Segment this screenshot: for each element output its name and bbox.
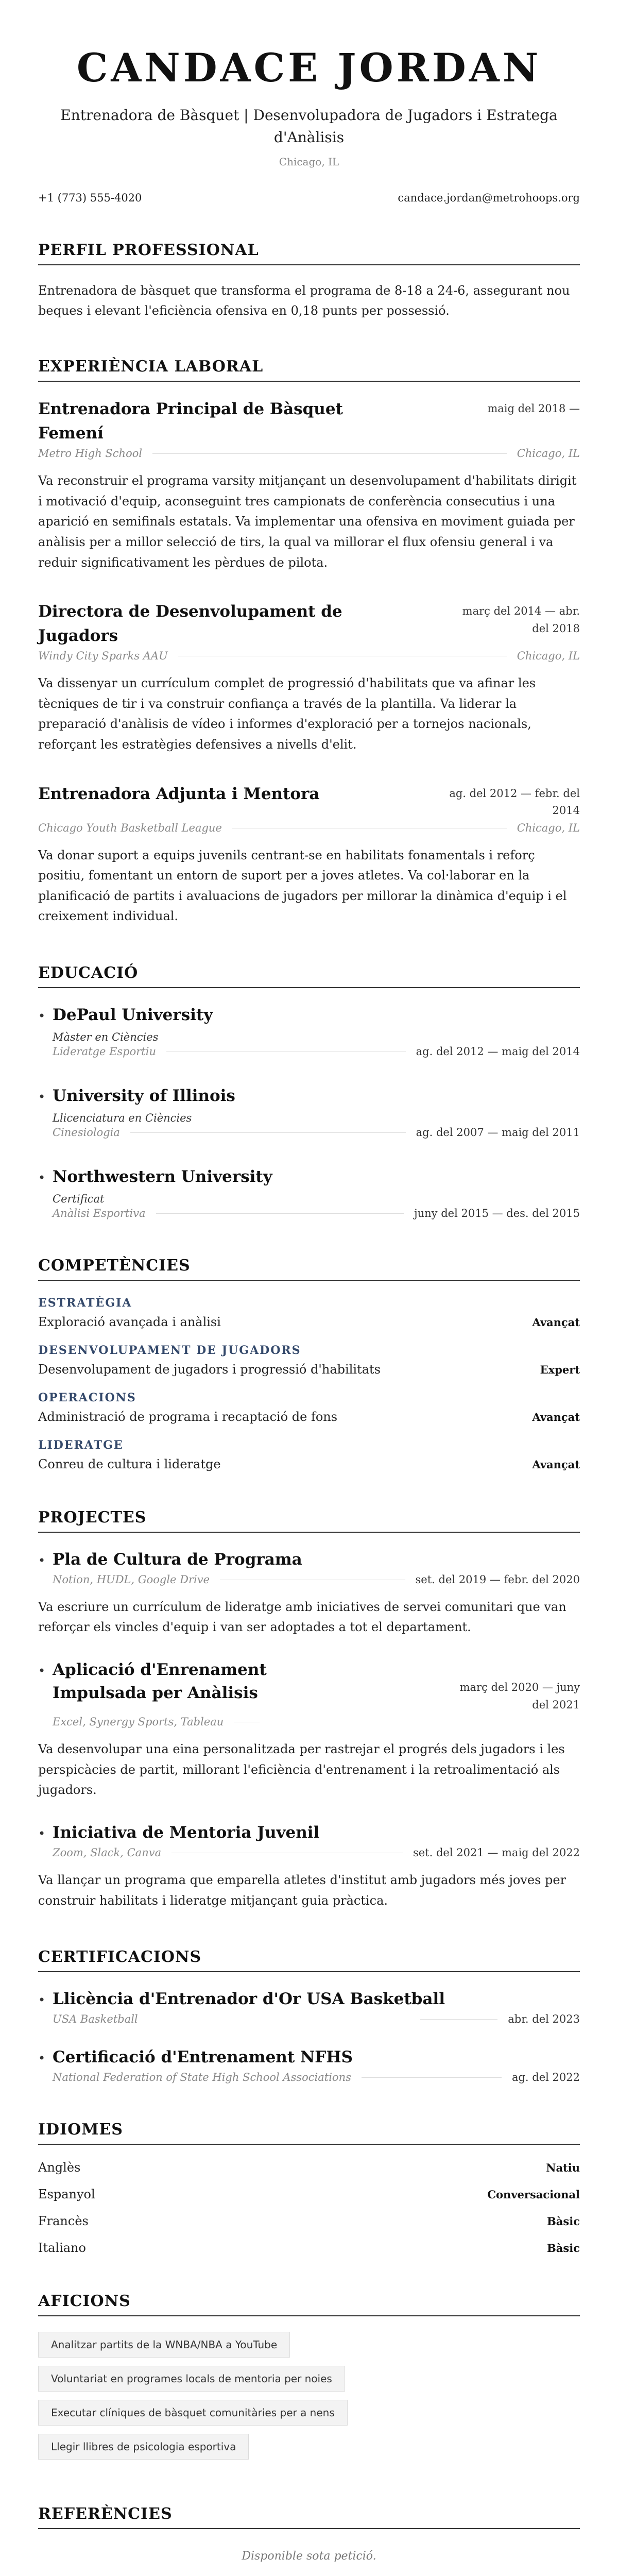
profile-section xyxy=(38,241,580,320)
project-description: Va desenvolupar una eina personalitzada per rastrejar el progrés dels jugadors i les perspicàcies de partit, millorant l'eficiència d'entrenament i la retroalimentació als jugadors. xyxy=(38,1742,565,1798)
job-location: Chicago, IL xyxy=(517,821,580,834)
skill-name: Exploració avançada i anàlisi xyxy=(38,1314,221,1329)
references-text: Disponible sota petició. xyxy=(242,2549,376,2563)
job-location: Chicago, IL xyxy=(517,447,580,460)
education-date: juny del 2015 — des. del 2015 xyxy=(414,1207,580,1219)
bullet-icon: • xyxy=(38,1170,46,1185)
school-name: University of Illinois xyxy=(53,1087,235,1105)
leader-line xyxy=(130,1132,406,1133)
language-level: Bàsic xyxy=(547,2214,580,2228)
language-row xyxy=(38,2187,580,2201)
skill-level: Avançat xyxy=(532,1315,580,1329)
language-name: Espanyol xyxy=(38,2187,95,2201)
hobby-tag: Analitzar partits de la WNBA/NBA a YouTube xyxy=(38,2332,290,2358)
hobby-tag: Voluntariat en programes locals de mentoria per noies xyxy=(38,2366,345,2392)
certification-entry xyxy=(38,2046,580,2083)
candidate-name: CANDACE JORDAN xyxy=(76,45,542,91)
skill-category: DESENVOLUPAMENT DE JUGADORS xyxy=(38,1343,301,1357)
field-of-study: Anàlisi Esportiva xyxy=(53,1207,146,1219)
bullet-icon: • xyxy=(38,1009,46,1024)
profile-text: Entrenadora de bàsquet que transforma el programa de 8-18 a 24-6, assegurant nou beques i elevant l'eficiència ofensiva en 0,18 punts per possessió. xyxy=(38,283,570,318)
job-title: Entrenadora Principal de Bàsquet Femení xyxy=(38,400,343,443)
job-description: Va donar suport a equips juvenils centrant-se en habilitats fonamentals i reforç positiu, fomentant un entorn de suport per a joves atletes. Va col·laborar en la planificació de partits i avaluacions de jugadors per millorar la dinàmica d'equip i el creixement individual. xyxy=(38,848,567,924)
leader-line xyxy=(420,2019,497,2020)
leader-line xyxy=(220,1579,405,1580)
project-date: març del 2020 — juny del 2021 xyxy=(459,1681,580,1711)
candidate-location: Chicago, IL xyxy=(279,156,339,168)
job-description: Va reconstruir el programa varsity mitjançant un desenvolupament d'habilitats dirigit i motivació d'equip, aconseguint tres campionats de conferència consecutius i una aparició en semifinals estatals. Va implementar una ofensiva en moviment guiada per anàlisis per a millor selecció de tirs, la qual va millorar el flux ofensiu general i va reduir significativament les pèrdues de pilota. xyxy=(38,473,577,570)
education-section xyxy=(38,964,580,1219)
section-title: AFICIONS xyxy=(38,2292,580,2316)
language-level: Conversacional xyxy=(487,2188,580,2201)
resume-header xyxy=(38,46,580,168)
certification-date: ag. del 2022 xyxy=(511,2071,580,2083)
job-organization: Windy City Sparks AAU xyxy=(38,650,168,663)
school-name: Northwestern University xyxy=(53,1167,272,1186)
job-title: Entrenadora Adjunta i Mentora xyxy=(38,784,320,803)
section-title: PERFIL PROFESSIONAL xyxy=(38,241,580,265)
language-row xyxy=(38,2214,580,2228)
hobbies-section xyxy=(38,2292,580,2468)
project-tools: Notion, HUDL, Google Drive xyxy=(53,1573,210,1586)
project-entry xyxy=(38,1821,580,1911)
degree: Llicenciatura en Ciències xyxy=(53,1111,192,1124)
project-entry xyxy=(38,1658,580,1801)
bullet-icon: • xyxy=(38,2051,46,2066)
project-description: Va llançar un programa que emparella atletes d'institut amb jugadors més joves per construir habilitats i lideratge mitjançant guia pràctica. xyxy=(38,1872,566,1908)
leader-line xyxy=(362,2077,502,2078)
bullet-icon: • xyxy=(38,1993,46,2008)
education-date: ag. del 2007 — maig del 2011 xyxy=(416,1126,580,1139)
section-title: CERTIFICACIONS xyxy=(38,1948,580,1972)
section-title: COMPETÈNCIES xyxy=(38,1257,580,1281)
phone-number: +1 (773) 555-4020 xyxy=(38,192,142,205)
project-date: set. del 2019 — febr. del 2020 xyxy=(415,1573,580,1586)
certification-date: abr. del 2023 xyxy=(508,2013,580,2026)
job-entry xyxy=(38,782,580,927)
section-title: REFERÈNCIES xyxy=(38,2505,580,2529)
experience-section xyxy=(38,358,580,927)
skill-level: Avançat xyxy=(532,1458,580,1471)
bullet-icon: • xyxy=(38,1553,46,1568)
language-name: Francès xyxy=(38,2213,89,2228)
hobby-tags xyxy=(38,2332,580,2468)
leader-line xyxy=(152,453,507,454)
certification-issuer: National Federation of State High School Associations xyxy=(53,2071,351,2083)
section-title: IDIOMES xyxy=(38,2121,580,2145)
leader-line xyxy=(166,1051,406,1052)
language-level: Bàsic xyxy=(547,2241,580,2255)
leader-line xyxy=(171,1852,403,1853)
certification-entry xyxy=(38,1988,580,2025)
language-name: Anglès xyxy=(38,2160,81,2175)
hobby-tag: Llegir llibres de psicologia esportiva xyxy=(38,2434,249,2460)
field-of-study: Cinesiologia xyxy=(53,1126,120,1139)
education-entry xyxy=(38,1165,580,1219)
language-row xyxy=(38,2241,580,2255)
hobby-tag: Executar clíniques de bàsquet comunitàries per a nens xyxy=(38,2400,348,2426)
references-section xyxy=(38,2505,580,2563)
job-entry xyxy=(38,600,580,755)
section-title: EXPERIÈNCIA LABORAL xyxy=(38,358,580,382)
project-tools: Zoom, Slack, Canva xyxy=(53,1846,162,1859)
language-row xyxy=(38,2160,580,2175)
certification-title: Llicència d'Entrenador d'Or USA Basketball xyxy=(53,1990,445,2009)
skill-row xyxy=(38,1315,580,1329)
certification-issuer: USA Basketball xyxy=(53,2013,138,2026)
skill-category: LIDERATGE xyxy=(38,1438,124,1452)
skill-name: Administració de programa i recaptació de fons xyxy=(38,1409,338,1424)
project-title: Pla de Cultura de Programa xyxy=(53,1550,302,1569)
project-title: Aplicació d'Enrenament Impulsada per Anàlisis xyxy=(53,1660,267,1702)
leader-line xyxy=(156,1213,404,1214)
field-of-study: Lideratge Esportiu xyxy=(53,1045,156,1058)
skill-category: OPERACIONS xyxy=(38,1391,136,1404)
project-date: set. del 2021 — maig del 2022 xyxy=(413,1846,580,1859)
contact-row xyxy=(38,192,580,204)
skill-row xyxy=(38,1457,580,1471)
degree: Certificat xyxy=(53,1192,105,1205)
project-description: Va escriure un currículum de lideratge amb iniciatives de servei comunitari que van reforçar els vincles d'equip i van ser adoptades a tot el departament. xyxy=(38,1599,566,1635)
job-description: Va dissenyar un currículum complet de progressió d'habilitats que va afinar les tècniques de tir i va construir confiança a través de la plantilla. Va liderar la preparació d'anàlisis de vídeo i informes d'exploració per a tornejos nacionals, reforçant les estratègies defensives a nivells d'elit. xyxy=(38,676,536,752)
projects-section xyxy=(38,1509,580,1911)
section-title: EDUCACIÓ xyxy=(38,964,580,988)
leader-line xyxy=(232,827,507,828)
section-title: PROJECTES xyxy=(38,1509,580,1533)
job-date: ag. del 2012 — febr. del 2014 xyxy=(449,787,580,817)
job-location: Chicago, IL xyxy=(517,650,580,663)
bullet-icon: • xyxy=(38,1090,46,1104)
leader-line xyxy=(178,655,507,656)
job-title: Directora de Desenvolupament de Jugadors xyxy=(38,602,342,645)
job-date: maig del 2018 — xyxy=(487,402,580,415)
language-name: Italiano xyxy=(38,2240,86,2255)
education-entry xyxy=(38,1084,580,1139)
project-title: Iniciativa de Mentoria Juvenil xyxy=(53,1823,320,1842)
bullet-icon: • xyxy=(38,1664,46,1678)
skill-level: Avançat xyxy=(532,1410,580,1423)
certifications-section xyxy=(38,1948,580,2083)
school-name: DePaul University xyxy=(53,1006,213,1025)
bullet-icon: • xyxy=(38,1826,46,1841)
skill-row xyxy=(38,1410,580,1424)
languages-section xyxy=(38,2121,580,2255)
skill-category: ESTRATÈGIA xyxy=(38,1296,132,1310)
job-entry xyxy=(38,397,580,573)
skill-level: Expert xyxy=(540,1363,580,1376)
skill-name: Desenvolupament de jugadors i progressió d'habilitats xyxy=(38,1362,381,1377)
project-entry xyxy=(38,1548,580,1638)
project-tools: Excel, Synergy Sports, Tableau xyxy=(53,1716,224,1728)
skills-section xyxy=(38,1257,580,1471)
language-level: Natiu xyxy=(546,2161,580,2174)
skill-name: Conreu de cultura i lideratge xyxy=(38,1456,221,1471)
job-organization: Metro High School xyxy=(38,447,143,460)
certification-title: Certificació d'Entrenament NFHS xyxy=(53,2048,353,2067)
candidate-subtitle: Entrenadora de Bàsquet | Desenvolupadora de Jugadors i Estratega d'Anàlisis xyxy=(60,106,558,146)
email-address: candace.jordan@metrohoops.org xyxy=(398,192,580,205)
degree: Màster en Ciències xyxy=(53,1031,159,1043)
skill-row xyxy=(38,1362,580,1377)
education-date: ag. del 2012 — maig del 2014 xyxy=(416,1045,580,1058)
education-entry xyxy=(38,1004,580,1058)
leader-line xyxy=(234,1721,260,1722)
job-organization: Chicago Youth Basketball League xyxy=(38,821,222,834)
job-date: març del 2014 — abr. del 2018 xyxy=(462,605,580,635)
